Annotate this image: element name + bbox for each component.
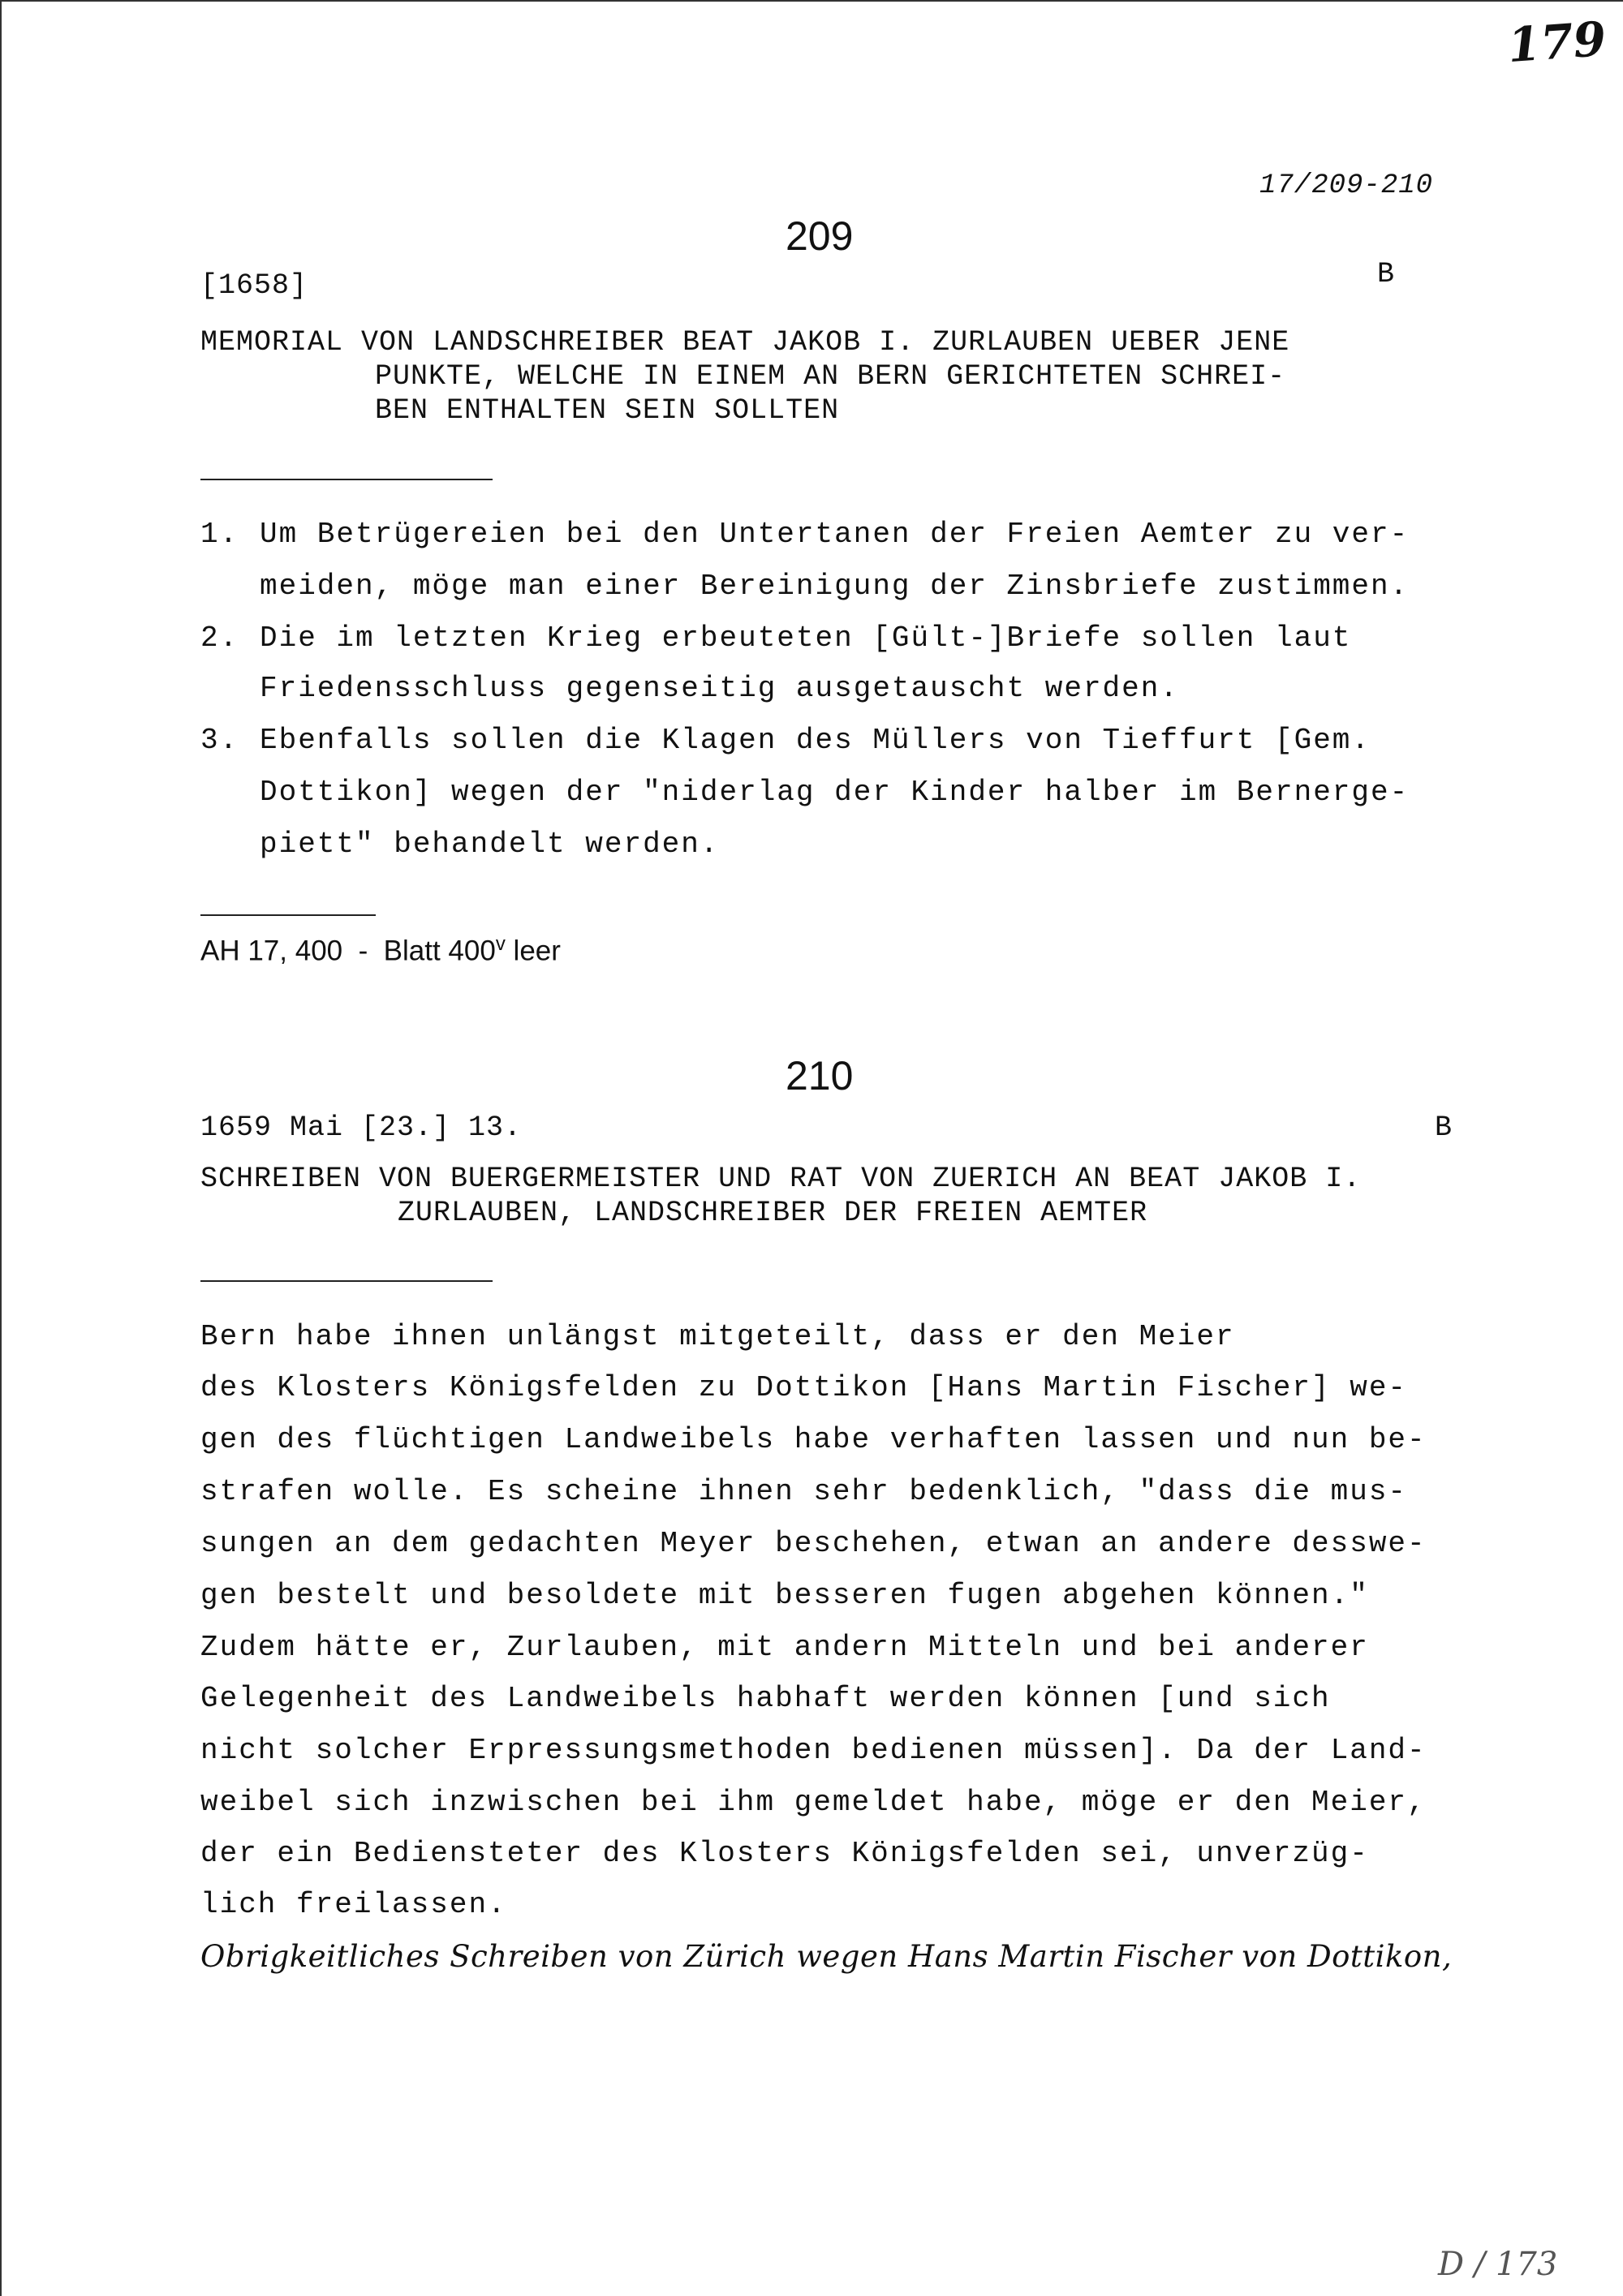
doc209-item-2-line-1: Die im letzten Krieg erbeuteten [Gült-]Briefe sollen laut [260,621,1352,655]
doc209-title-line-1: MEMORIAL VON LANDSCHREIBER BEAT JAKOB I. ZURLAUBEN UEBER JENE [200,326,1290,359]
doc209-source-sup: v [495,933,506,955]
doc210-body-line-11: der ein Bediensteter des Klosters Königsfelden sei, unverzüg- [200,1837,1369,1870]
page-border-left [0,0,2,2296]
doc210-body-line-10: weibel sich inzwischen bei ihm gemeldet habe, möge er den Meier, [200,1786,1427,1819]
handwritten-page-number: 179 [1505,11,1608,74]
doc209-title-line-3: BEN ENTHALTEN SEIN SOLLTEN [375,394,840,427]
doc209-item-1-line-1: Um Betrügereien bei den Untertanen der Freien Aemter zu ver- [260,518,1410,551]
doc210-grade: B [1435,1111,1453,1144]
doc209-item-1-number: 1. [200,518,239,551]
doc210-title-line-2: ZURLAUBEN, LANDSCHREIBER DER FREIEN AEMTER [398,1197,1148,1229]
doc209-item-1-line-2: meiden, möge man einer Bereinigung der Zinsbriefe zustimmen. [260,570,1410,603]
page-border-top [0,0,1623,2]
doc209-date: [1658] [200,269,308,302]
doc210-number: 210 [786,1053,854,1099]
doc209-title-rule [200,479,493,480]
reference-number: 17/209-210 [1259,170,1434,201]
doc210-body-line-7: Zudem hätte er, Zurlauben, mit andern Mitteln und bei anderer [200,1631,1369,1664]
doc210-body-line-4: strafen wolle. Es scheine ihnen sehr bedenklich, "dass die mus- [200,1475,1408,1508]
doc209-source [200,933,561,968]
doc209-item-3-line-1: Ebenfalls sollen die Klagen des Müllers von Tieffurt [Gem. [260,724,1371,757]
doc210-handwritten-note: Obrigkeitliches Schreiben von Zürich wegen Hans Martin Fischer von Dottikon, [200,1939,1453,1974]
doc209-item-2-number: 2. [200,621,239,655]
doc210-body-line-9: nicht solcher Erpressungsmethoden bedienen müssen]. Da der Land- [200,1734,1427,1767]
doc210-body-line-1: Bern habe ihnen unlängst mitgeteilt, dass er den Meier [200,1320,1235,1353]
doc210-title-rule [200,1280,493,1282]
doc209-item-3-number: 3. [200,724,239,757]
doc209-title-line-2: PUNKTE, WELCHE IN EINEM AN BERN GERICHTETEN SCHREI- [375,360,1286,393]
doc210-body-line-2: des Klosters Königsfelden zu Dottikon [Hans Martin Fischer] we- [200,1371,1408,1404]
doc210-body-line-12: lich freilassen. [200,1888,507,1921]
archive-mark: D / 173 [1438,2246,1558,2283]
doc209-item-2-line-2: Friedensschluss gegenseitig ausgetauscht werden. [260,672,1179,705]
doc210-body-line-5: sungen an dem gedachten Meyer beschehen, etwan an andere desswe- [200,1527,1427,1560]
doc210-body-line-3: gen des flüchtigen Landweibels habe verhaften lassen und nun be- [200,1423,1427,1456]
doc209-source-rule [200,914,376,916]
doc209-item-3-line-2: Dottikon] wegen der "niderlag der Kinder halber im Bernerge- [260,776,1410,809]
doc210-title-line-1: SCHREIBEN VON BUERGERMEISTER UND RAT VON ZUERICH AN BEAT JAKOB I. [200,1163,1362,1195]
doc209-number: 209 [786,213,854,259]
doc209-source-text: AH 17, 400 - Blatt 400 [200,935,496,967]
doc210-body-line-6: gen bestelt und besoldete mit besseren fugen abgehen können." [200,1579,1369,1612]
doc210-date: 1659 Mai [23.] 13. [200,1111,523,1144]
doc209-source-suffix: leer [505,935,561,967]
doc209-grade: B [1377,258,1396,290]
doc210-body-line-8: Gelegenheit des Landweibels habhaft werden können [und sich [200,1682,1331,1715]
doc209-item-3-line-3: piett" behandelt werden. [260,828,720,861]
